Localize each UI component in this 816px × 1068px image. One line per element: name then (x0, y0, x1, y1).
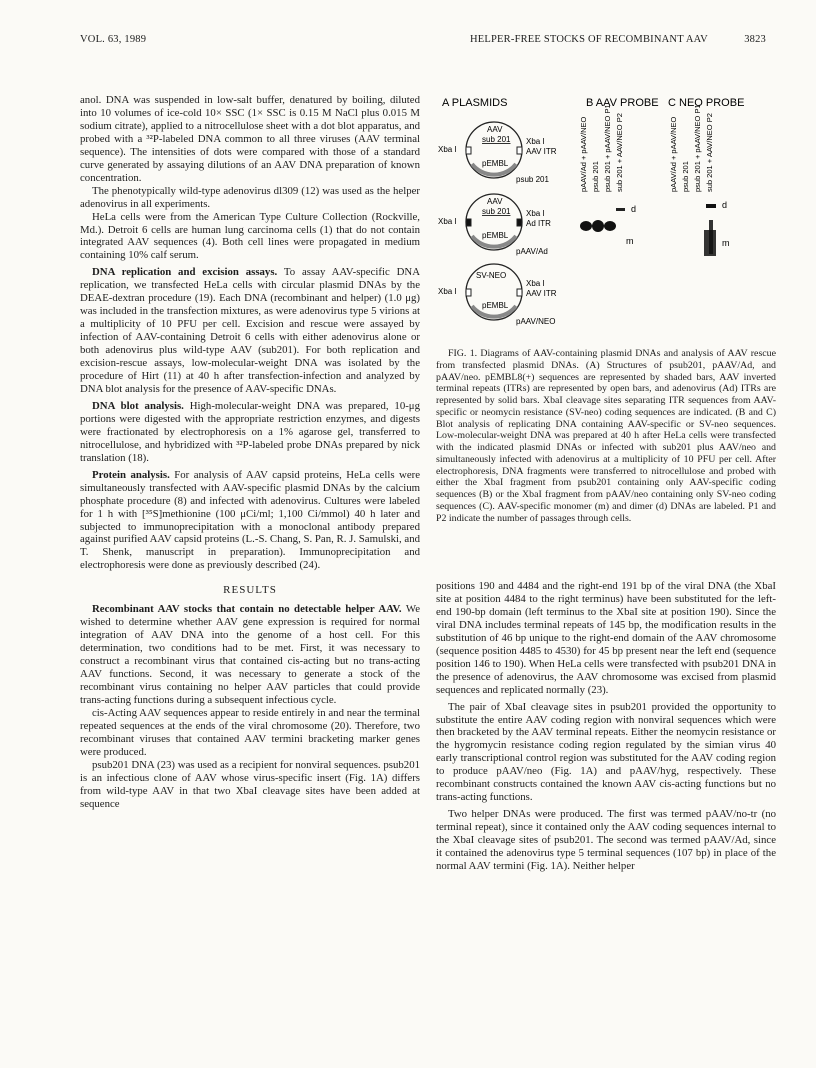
section-head: Recombinant AAV stocks that contain no detectable helper AAV. (92, 603, 402, 616)
panel-c-title: C NEO PROBE (668, 97, 745, 109)
svg-text:Ad ITR: Ad ITR (526, 219, 551, 228)
lane-label: pAAV/Ad + pAAV/NEO (579, 116, 588, 192)
panel-b-blot (580, 204, 636, 246)
svg-text:Xba I: Xba I (438, 287, 457, 296)
lane-label: sub 201 + AAV/NEO P2 (705, 113, 714, 192)
section-head: DNA replication and excision assays. (92, 266, 278, 279)
paragraph: positions 190 and 4484 and the right-end 191 bp of the viral DNA (the XbaI site at position 4484 to the right terminus) have been substituted for the left-end 190-bp domain (left terminus to the XbaI site at position 190). Since the viral DNA includes terminal repeats of 145 bp, the modification results in the substitution of 46 bp unique to the right-end domain of the AAV chromosome (sequence position 4485 to 4530) for 45 bp present near the left end (sequence position 146 to 190). When HeLa cells were transfected with psub201 DNA in the presence of adenovirus, the AAV chromosome was excised from plasmid sequences and replicated normally (23). (436, 580, 776, 696)
svg-text:sub 201: sub 201 (482, 135, 511, 144)
lane-label: pAAV/Ad + pAAV/NEO (669, 116, 678, 192)
svg-text:AAV: AAV (487, 197, 503, 206)
figure-caption (436, 348, 776, 524)
figure-graphic (436, 92, 776, 332)
caption-text: FIG. 1. Diagrams of AAV-containing plasmid DNAs and analysis of AAV rescue from transfected plasmid DNAs. (A) Structures of psub201, pAAV/Ad, and pAAV/neo. pEMBL8(+) sequences are represented by shaded bars, AAV inverted terminal repeats (ITRs) are represented by open bars, and adenovirus (Ad) ITRs are represented by solid bars. XbaI cleavage sites separating ITR sequences from AAV-specific or neomycin resistance (SV-neo) coding sequences are indicated. (B and C) Blot analysis of replicating DNA containing AAV-specific or SV-neo sequences. Low-molecular-weight DNA was prepared at 40 h after HeLa cells were transfected with the indicated plasmid DNAs or infected with sub201 plus AAV/neo and simultaneously infected with adenovirus at a multiplicity of 10 PFU per cell. After electrophoresis, DNA fragments were transferred to nitrocellulose and probed with either the XbaI fragment from psub201 containing only AAV-specific coding sequences (B) or the XbaI fragment from pAAV/neo containing only SV-neo coding sequences (C). AAV-specific monomer (m) and dimer (d) DNAs are labeled. P1 and P2 indicate the number of passages through cells. (436, 348, 776, 524)
monomer-band-label: m (722, 238, 730, 248)
page-number: 3823 (744, 34, 766, 45)
panel-b-title: B AAV PROBE (586, 97, 659, 109)
paragraph: HeLa cells were from the American Type Culture Collection (Rockville, Md.). Detroit 6 cells are human lung carcinoma cells (1) that do not contain integrated AAV sequences (4). Both cell lines were propagated in medium containing 10% calf serum. (80, 210, 420, 262)
paragraph: DNA blot analysis. High-molecular-weight DNA was prepared, 10-μg portions were digested with the appropriate restriction enzymes, and digests were fractionated by electrophoresis on a 1% agarose gel, transferred to nitrocellulose, and hybridized with ³²P-labeled probe DNAs prepared by nick translation (18). (80, 399, 420, 464)
figure-1 (436, 92, 776, 332)
running-title: HELPER-FREE STOCKS OF RECOMBINANT AAV (470, 34, 708, 45)
lane-label: psub 201 + pAAV/NEO P1 (603, 104, 612, 192)
svg-text:sub 201: sub 201 (482, 207, 511, 216)
lane-label: sub 201 + AAV/NEO P2 (615, 113, 624, 192)
panel-a-title: A PLASMIDS (442, 97, 508, 109)
svg-text:Xba I: Xba I (438, 145, 457, 154)
paragraph: Recombinant AAV stocks that contain no detectable helper AAV. We wished to determine whether AAV gene expression is required for normal integration of AAV DNA into the genome of a host cell. For this determination, two conditions had to be met. First, it was necessary to construct a recombinant virus that contained cis-acting but no trans-acting AAV functions. Second, it was necessary to generate a stock of the recombinant virus containing no helper AAV particles that could provide trans-acting functions during a subsequent infectious cycle. (80, 603, 420, 706)
plasmid-paav-ad (438, 194, 551, 256)
paragraph: anol. DNA was suspended in low-salt buffer, denatured by boiling, diluted into 10 volumes of ice-cold 10× SSC (1× SSC is 0.15 M NaCl plus 0.015 M sodium citrate), applied to a nitrocellulose sheet with a dot blot apparatus, and probed with a ³²P-labeled DNA common to all three viruses (AAV terminal sequence). The intensities of dots were compared with those of a standard curve generated by assaying dilutions of an AAV DNA preparation of known concentration. (80, 94, 420, 184)
results-heading: RESULTS (223, 584, 277, 597)
panel-b-lane-labels (579, 104, 624, 192)
svg-text:SV-NEO: SV-NEO (476, 271, 507, 280)
svg-text:pAAV/Ad: pAAV/Ad (516, 247, 548, 256)
svg-text:Xba I: Xba I (526, 209, 545, 218)
plasmid-paav-neo (438, 264, 557, 326)
lane-label: psub 201 (591, 161, 600, 192)
svg-text:pEMBL: pEMBL (482, 231, 509, 240)
dimer-band-label: d (722, 200, 728, 210)
paragraph: The phenotypically wild-type adenovirus dl309 (12) was used as the helper adenovirus in all experiments. (80, 184, 420, 210)
lane-label: psub 201 (681, 161, 690, 192)
svg-text:AAV ITR: AAV ITR (526, 147, 557, 156)
svg-text:Xba I: Xba I (526, 137, 545, 146)
paragraph: psub201 DNA (23) was used as a recipient for nonviral sequences. psub201 is an infectious clone of AAV whose virus-specific insert (Fig. 1A) differs from wild-type AAV in that two XbaI cleavage sites have been added at sequence (80, 758, 420, 810)
panel-c-lane-labels (669, 104, 714, 192)
section-head: DNA blot analysis. (92, 399, 184, 412)
paragraph: The pair of XbaI cleavage sites in psub201 provided the opportunity to substitute the entire AAV coding region with nonviral sequences which were then bracketed by the AAV terminal repeats. Either the neomycin resistance or the hygromycin resistance coding region regulated by the simian virus 40 early transcriptional control region was substituted for the AAV coding region to produce pAAV/neo (Fig. 1A) and pAAV/hyg, respectively. These recombinant constructs contained the known AAV cis-acting functions but no trans-acting functions. (436, 700, 776, 804)
svg-text:AAV: AAV (487, 125, 503, 134)
svg-text:pAAV/NEO: pAAV/NEO (516, 317, 556, 326)
section-head: Protein analysis. (92, 468, 170, 481)
right-column (436, 580, 776, 873)
plasmid-psub201 (438, 122, 557, 184)
journal-volume: VOL. 63, 1989 (80, 34, 147, 45)
left-column (80, 94, 420, 811)
svg-text:Xba I: Xba I (526, 279, 545, 288)
svg-text:psub 201: psub 201 (516, 175, 549, 184)
paragraph: Protein analysis. For analysis of AAV capsid proteins, HeLa cells were simultaneously transfected with AAV-specific plasmid DNAs by the calcium phosphate procedure (8) and infected with adenovirus. Cultures were labeled for 1 h with [³⁵S]methionine (100 μCi/ml; 1,100 Ci/mmol) 40 h later and subjected to immunoprecipitation with a monoclonal antibody prepared against purified AAV capsid proteins (L.-S. Chang, S. Pan, R. J. Samulski, and T. Shenk, manuscript in preparation). Immunoprecipitation and electrophoresis were done as previously described (24). (80, 468, 420, 572)
svg-text:pEMBL: pEMBL (482, 159, 509, 168)
paragraph: cis-Acting AAV sequences appear to reside entirely in and near the terminal repeated sequences at the ends of the viral chromosome (20). Therefore, two recombinant viruses that contained AAV termini bracketing marker genes were produced. (80, 706, 420, 758)
dimer-band-label: d (631, 204, 637, 214)
svg-text:Xba I: Xba I (438, 217, 457, 226)
paragraph: DNA replication and excision assays. To assay AAV-specific DNA replication, we transfected HeLa cells with circular plasmid DNAs by the DEAE-dextran procedure (19). Each DNA (recombinant and helper) (1.0 μg) was included in the transfection mixtures, as were adenovirus type 5 virions at a multiplicity of 10 PFU per cell. Excision and rescue were assayed by infection of AAV-containing Detroit 6 cells with either adenovirus alone or both adenovirus plus wild-type AAV (sub201). For both replication and excision-rescue assays, low-molecular-weight DNA was isolated by the procedure of Hirt (11) at 40 h after transfection-infection and analyzed by DNA blot analysis for the presence of AAV-specific DNAs. (80, 266, 420, 395)
paragraph: Two helper DNAs were produced. The first was termed pAAV/no-tr (no terminal repeat), since it contained only the AAV coding sequences internal to the XbaI cleavage sites of psub201. The second was termed pAAV/Ad, since it contained the adenovirus type 5 terminal sequences (107 bp) in place of the normal AAV termini (Fig. 1A). Neither helper (436, 808, 776, 873)
svg-text:pEMBL: pEMBL (482, 301, 509, 310)
svg-text:AAV ITR: AAV ITR (526, 289, 557, 298)
panel-c-blot (704, 200, 730, 256)
monomer-band-label: m (626, 236, 634, 246)
lane-label: psub 201 + pAAV/NEO P1 (693, 104, 702, 192)
